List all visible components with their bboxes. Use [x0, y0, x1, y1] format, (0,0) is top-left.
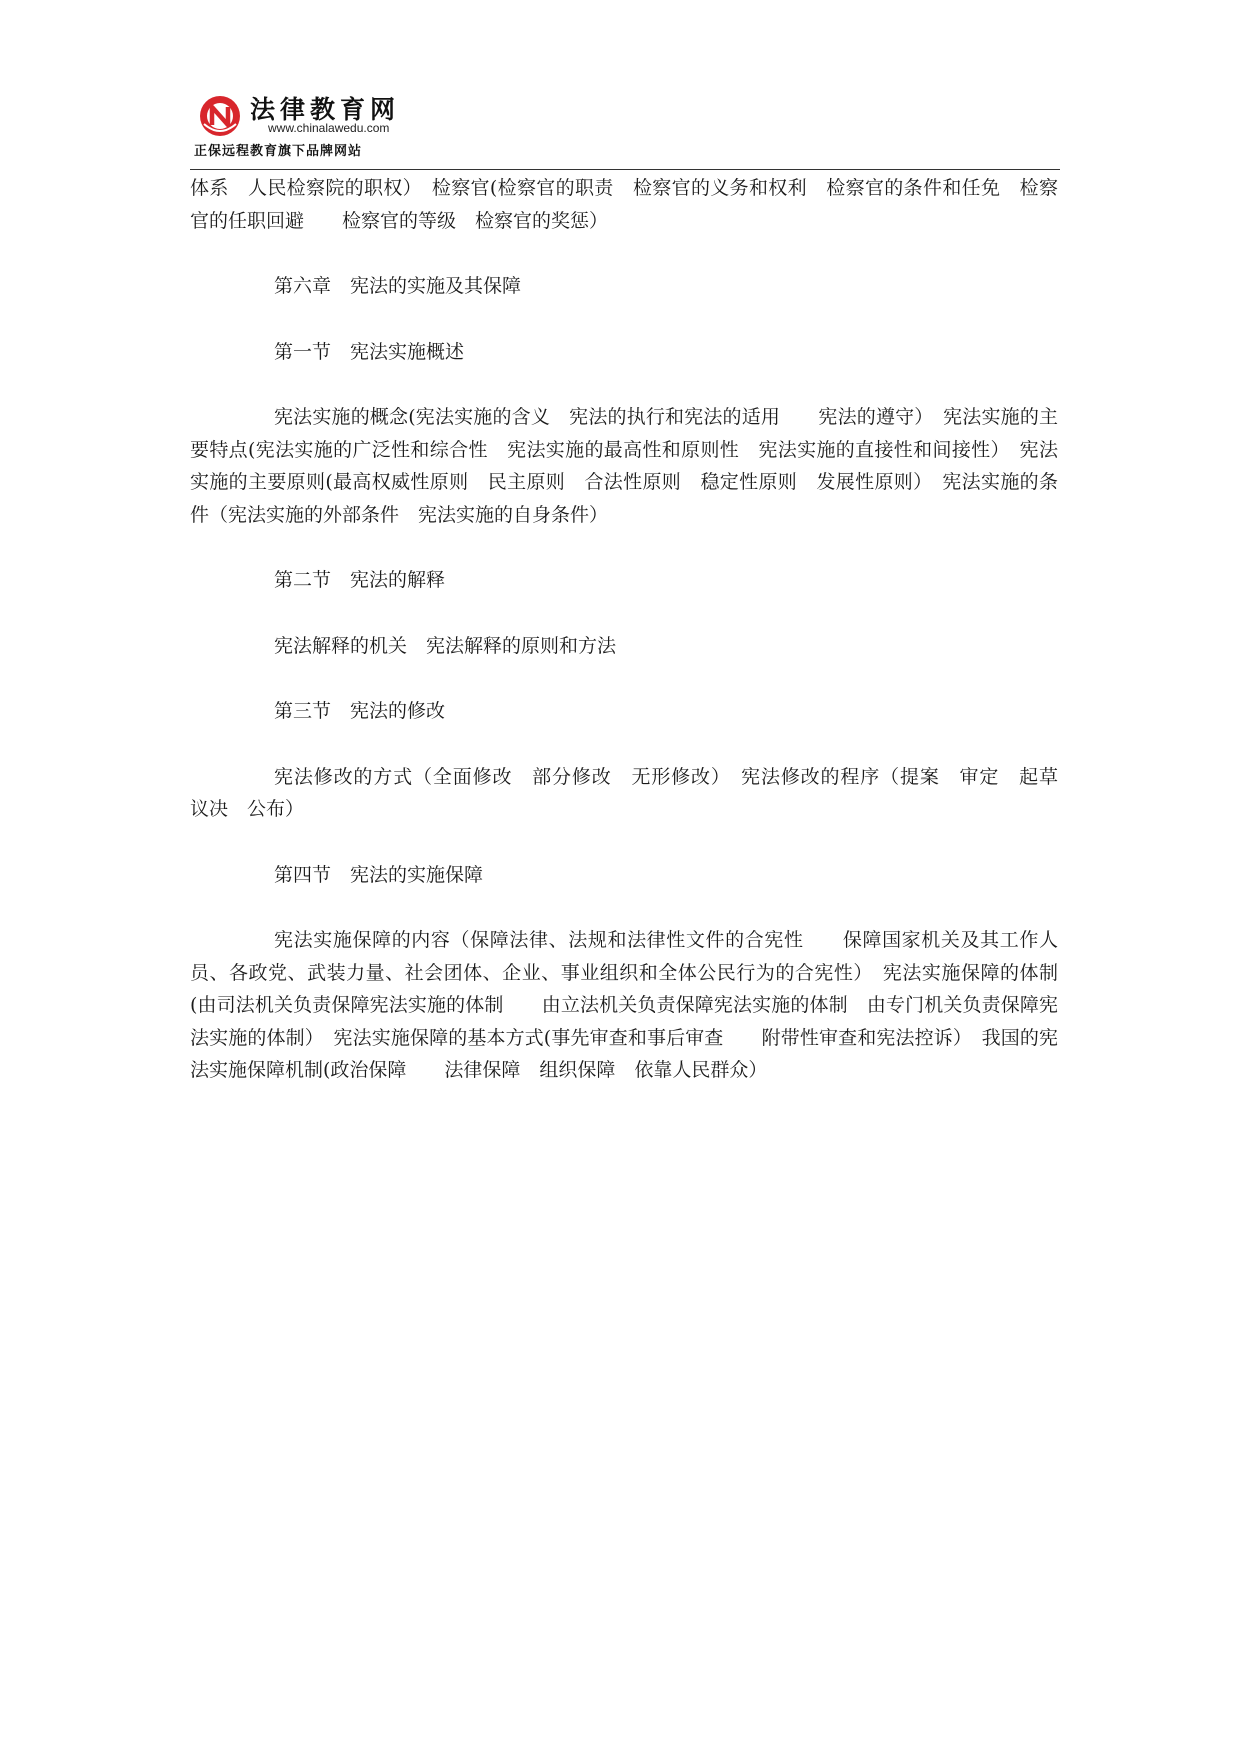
logo-name: 法律教育网 — [250, 95, 401, 124]
section-heading: 第四节 宪法的实施保障 — [274, 863, 484, 886]
logo-slogan: 正保远程教育旗下品牌网站 — [194, 144, 363, 159]
document-body — [190, 172, 1078, 1087]
chapter-heading: 第六章 宪法的实施及其保障 — [274, 275, 522, 297]
section-heading: 第一节 宪法实施概述 — [274, 340, 465, 363]
header-divider — [190, 169, 1060, 170]
body-paragraph: 宪法实施的概念(宪法实施的含义 宪法的执行和宪法的适用 宪法的遵守） 宪法实施的主要特点(宪法实施的广泛性和综合性 宪法实施的最高性和原则性 宪法实施的直接性和间接性） 宪法实施的主要原则(最高权威性原则 民主原则 合法性原则 稳定性原则 发展性原则） 宪法实施的条件（宪法实施的外部条件 宪法实施的自身条件） — [190, 406, 1058, 526]
logo-url[interactable]: www.chinalawedu.com — [268, 121, 390, 135]
page-header — [190, 88, 1060, 168]
section-heading: 第二节 宪法的解释 — [274, 569, 446, 591]
body-paragraph: 宪法实施保障的内容（保障法律、法规和法律性文件的合宪性 保障国家机关及其工作人员、各政党、武装力量、社会团体、企业、事业组织和全体公民行为的合宪性） 宪法实施保障的体制(由司法机关负责保障宪法实施的体制 由立法机关负责保障宪法实施的体制 由专门机关负责保障宪法实施的体制） 宪法实施保障的基本方式(事先审查和事后审查 附带性审查和宪法控诉） 我国的宪法实施保障机制(政治保障 法律保障 组织保障 依靠人民群众） — [190, 929, 1058, 1081]
body-paragraph: 宪法解释的机关 宪法解释的原则和方法 — [274, 634, 617, 657]
section-heading: 第三节 宪法的修改 — [274, 700, 446, 722]
body-paragraph: 宪法修改的方式（全面修改 部分修改 无形修改） 宪法修改的程序（提案 审定 起草 议决 公布） — [190, 765, 1078, 820]
logo-emblem-icon — [198, 94, 242, 138]
paragraph-continuation: 体系 人民检察院的职权） 检察官(检察官的职责 检察官的义务和权利 检察官的条件和任免 检察官的任职回避 检察官的等级 检察官的奖惩） — [190, 177, 1058, 232]
